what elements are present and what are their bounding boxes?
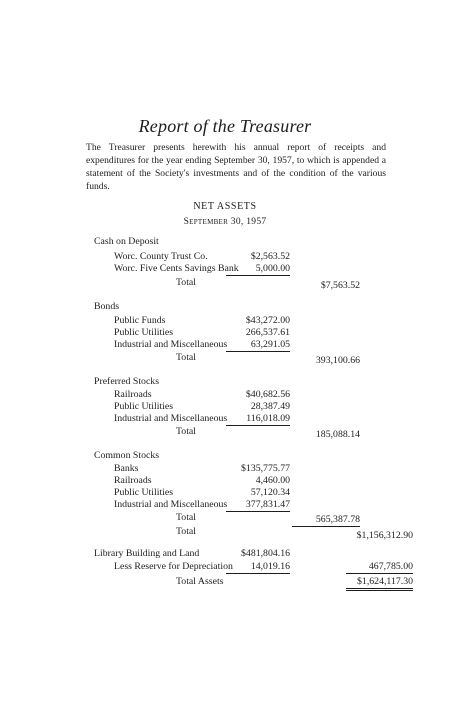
bonds-item-value: 63,291.05 xyxy=(226,339,290,352)
section-heading: NET ASSETS xyxy=(193,201,257,212)
preferred-item-label: Railroads xyxy=(114,389,152,400)
common-heading: Common Stocks xyxy=(94,450,160,461)
intro-paragraph: The Treasurer presents herewith his annual report of receipts and expenditures for the year ending September 30, 1957, to which is appended a statement of the Society's investments and of the condition of the various funds. xyxy=(86,142,386,192)
common-item-value: 377,831.47 xyxy=(226,499,290,512)
common-item-value: 4,460.00 xyxy=(255,475,290,486)
common-item-label: Banks xyxy=(114,463,139,474)
preferred-total-label: Total xyxy=(176,426,196,437)
bonds-item-value: $43,272.00 xyxy=(245,315,290,326)
cash-item-label: Worc. Five Cents Savings Bank xyxy=(114,263,239,274)
preferred-item-value: $40,682.56 xyxy=(245,389,290,400)
reserve-value: 14,019.16 xyxy=(226,561,290,574)
cash-total-value: $7,563.52 xyxy=(320,280,360,291)
bonds-total-value: 393,100.66 xyxy=(315,355,360,366)
cash-total-label: Total xyxy=(176,277,196,288)
preferred-heading: Preferred Stocks xyxy=(94,376,160,387)
library-net-value: 467,785.00 xyxy=(346,561,413,574)
common-item-label: Industrial and Miscellaneous xyxy=(114,499,228,510)
cash-heading: Cash on Deposit xyxy=(94,236,159,247)
bonds-heading: Bonds xyxy=(94,301,120,312)
common-item-label: Railroads xyxy=(114,475,152,486)
common-item-label: Public Utilities xyxy=(114,487,174,498)
reserve-label: Less Reserve for Depreciation xyxy=(114,561,233,572)
page-title: Report of the Treasurer xyxy=(138,116,312,136)
total-assets-value: $1,624,117.30 xyxy=(346,576,413,591)
common-total-value: 565,387.78 xyxy=(292,514,360,527)
cash-item-value: $2,563.52 xyxy=(250,251,290,262)
preferred-item-label: Industrial and Miscellaneous xyxy=(114,413,228,424)
preferred-item-value: 116,018.09 xyxy=(226,413,290,426)
common-total-label: Total xyxy=(176,512,196,523)
cash-item-label: Worc. County Trust Co. xyxy=(114,251,208,262)
grand-total-label: Total xyxy=(176,526,196,537)
preferred-total-value: 185,088.14 xyxy=(315,429,360,440)
bonds-item-label: Public Funds xyxy=(114,315,166,326)
preferred-item-label: Public Utilities xyxy=(114,401,174,412)
common-item-value: 57,120.34 xyxy=(250,487,290,498)
bonds-item-value: 266,537.61 xyxy=(245,327,290,338)
bonds-item-label: Public Utilities xyxy=(114,327,174,338)
preferred-item-value: 28,387.49 xyxy=(250,401,290,412)
bonds-item-label: Industrial and Miscellaneous xyxy=(114,339,228,350)
cash-item-value: 5,000.00 xyxy=(226,263,290,276)
library-value: $481,804.16 xyxy=(241,548,290,559)
bonds-total-label: Total xyxy=(176,352,196,363)
total-assets-label: Total Assets xyxy=(176,576,224,587)
library-label: Library Building and Land xyxy=(94,548,200,559)
grand-total-value: $1,156,312.90 xyxy=(356,530,413,541)
section-date: September 30, 1957 xyxy=(183,217,267,227)
common-item-value: $135,775.77 xyxy=(241,463,290,474)
